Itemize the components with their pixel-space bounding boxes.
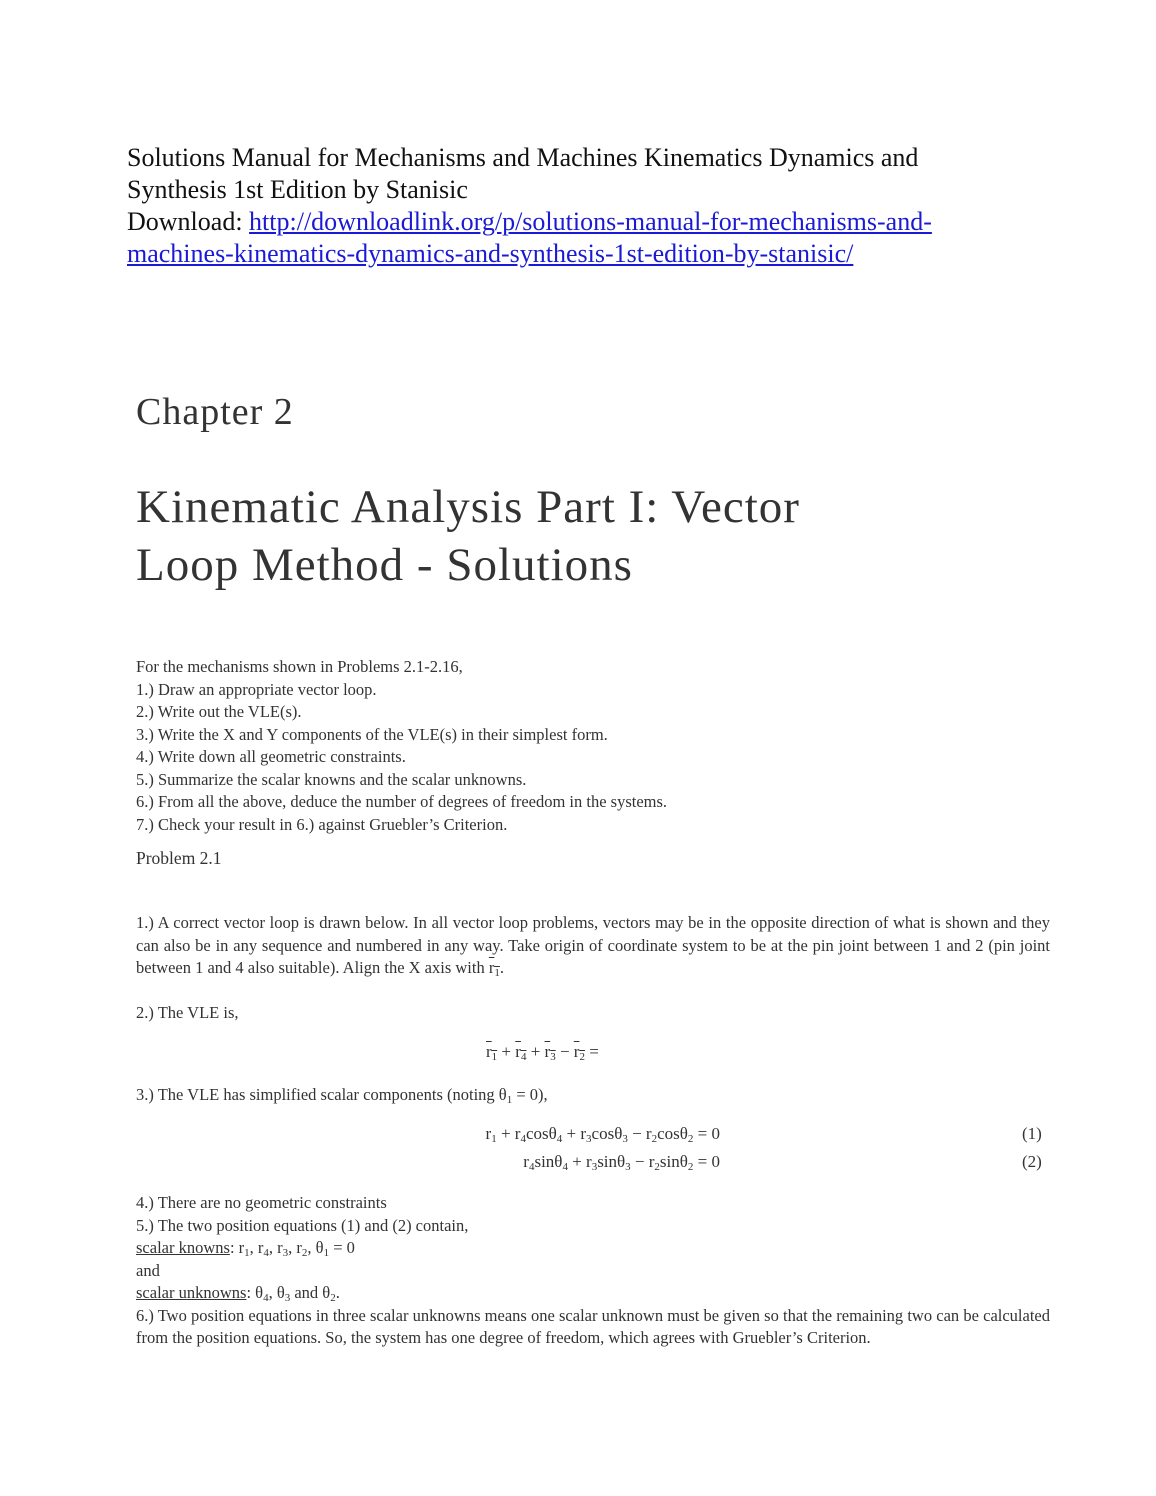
and-word: and: [136, 1260, 160, 1280]
chapter-title-line-1: Kinematic Analysis Part I: Vector: [136, 481, 800, 533]
instruction-step: 6.) From all the above, deduce the number of degrees of freedom in the systems.: [136, 792, 668, 811]
y-component-equation: $r_4\sin\theta_4 + r_3\sin\theta_3 - r_2\sin\theta_2 = 0$: [523, 1152, 720, 1173]
download-label: Download:: [127, 207, 250, 236]
download-link[interactable]: http://downloadlink.org/p/solutions-manual-for-mechanisms-and-: [249, 207, 932, 236]
scalar-unknowns-label: scalar unknowns: [136, 1283, 247, 1302]
equation-number-1: (1): [1022, 1124, 1042, 1143]
download-link-continued-line: [127, 238, 932, 270]
instructions: [136, 656, 1056, 836]
document-header: [127, 142, 932, 270]
vle-equation: $r_1 + r_4 + r_3 - r_2$ =: [486, 1042, 599, 1063]
solution-step-3: 3.) The VLE has simplified scalar components (noting $\theta_1 = 0$),: [136, 1085, 548, 1106]
instruction-step: 3.) Write the X and Y components of the VLE(s) in their simplest form.: [136, 724, 608, 744]
equation-number-2: (2): [1022, 1152, 1042, 1171]
solution-step-4: 4.) There are no geometric constraints: [136, 1193, 387, 1212]
solution-step-5: 5.) The two position equations (1) and (2) contain,: [136, 1215, 469, 1235]
header-title-line-1: Solutions Manual for Mechanisms and Machines Kinematics Dynamics and: [127, 143, 919, 172]
chapter-title: [136, 478, 800, 594]
download-line: [127, 206, 932, 238]
instruction-step: 5.) Summarize the scalar knowns and the scalar unknowns.: [136, 769, 527, 789]
instruction-step: 1.) Draw an appropriate vector loop.: [136, 679, 377, 699]
step-1-text: 1.) A correct vector loop is drawn below. In all vector loop problems, vectors may be in the opposite direction of what is shown and they can also be in any sequence and numbered in any way. Take origin of coordinate system to be at the pin joint between 1 and 2 (pin joint between 1 and 4 also suitable). Align the X axis with: [136, 913, 1050, 977]
scalar-knowns-label: scalar knowns: [136, 1238, 230, 1257]
instructions-lead: For the mechanisms shown in Problems 2.1-2.16,: [136, 657, 463, 676]
solution-step-2: 2.) The VLE is,: [136, 1003, 239, 1022]
solution-step-1: 1.) A correct vector loop is drawn below. In all vector loop problems, vectors may be in the opposite direction of what is shown and they can also be in any sequence and numbered in any way. Take origin of coordinate system to be at the pin joint between 1 and 2 (pin joint between 1 and 4 also suitable). Align the X axis with $r_1$.: [136, 913, 1050, 979]
solution-step-6: 6.) Two position equations in three scalar unknowns means one scalar unknown must be given so that the remaining two can be calculated from the position equations. So, the system has one degree of freedom, which agrees with Gruebler’s Criterion.: [136, 1305, 1050, 1347]
chapter-title-line-2: Loop Method - Solutions: [136, 539, 633, 591]
scalar-knowns-line: scalar knowns: $r_1$, $r_4$, $r_3$, $r_2$, $\theta_1 = 0$: [136, 1238, 355, 1259]
instruction-step: 2.) Write out the VLE(s).: [136, 702, 302, 721]
vector-r1: $r_1$: [488, 958, 500, 979]
x-component-equation: $r_1 + r_4\cos\theta_4 + r_3\cos\theta_3 - r_2\cos\theta_2 = 0$: [485, 1124, 720, 1145]
problem-heading: Problem 2.1: [136, 848, 222, 868]
download-link-continued[interactable]: machines-kinematics-dynamics-and-synthesis-1st-edition-by-stanisic/: [127, 239, 854, 268]
instruction-step: 4.) Write down all geometric constraints.: [136, 747, 406, 766]
solution-steps-4-6: [136, 1192, 1050, 1350]
scalar-unknowns-line: scalar unknowns: $\theta_4$, $\theta_3$ and $\theta_2$.: [136, 1283, 340, 1304]
chapter-label: Chapter 2: [136, 391, 294, 433]
header-title-line-2: Synthesis 1st Edition by Stanisic: [127, 175, 468, 204]
instruction-step: 7.) Check your result in 6.) against Gruebler’s Criterion.: [136, 814, 508, 834]
